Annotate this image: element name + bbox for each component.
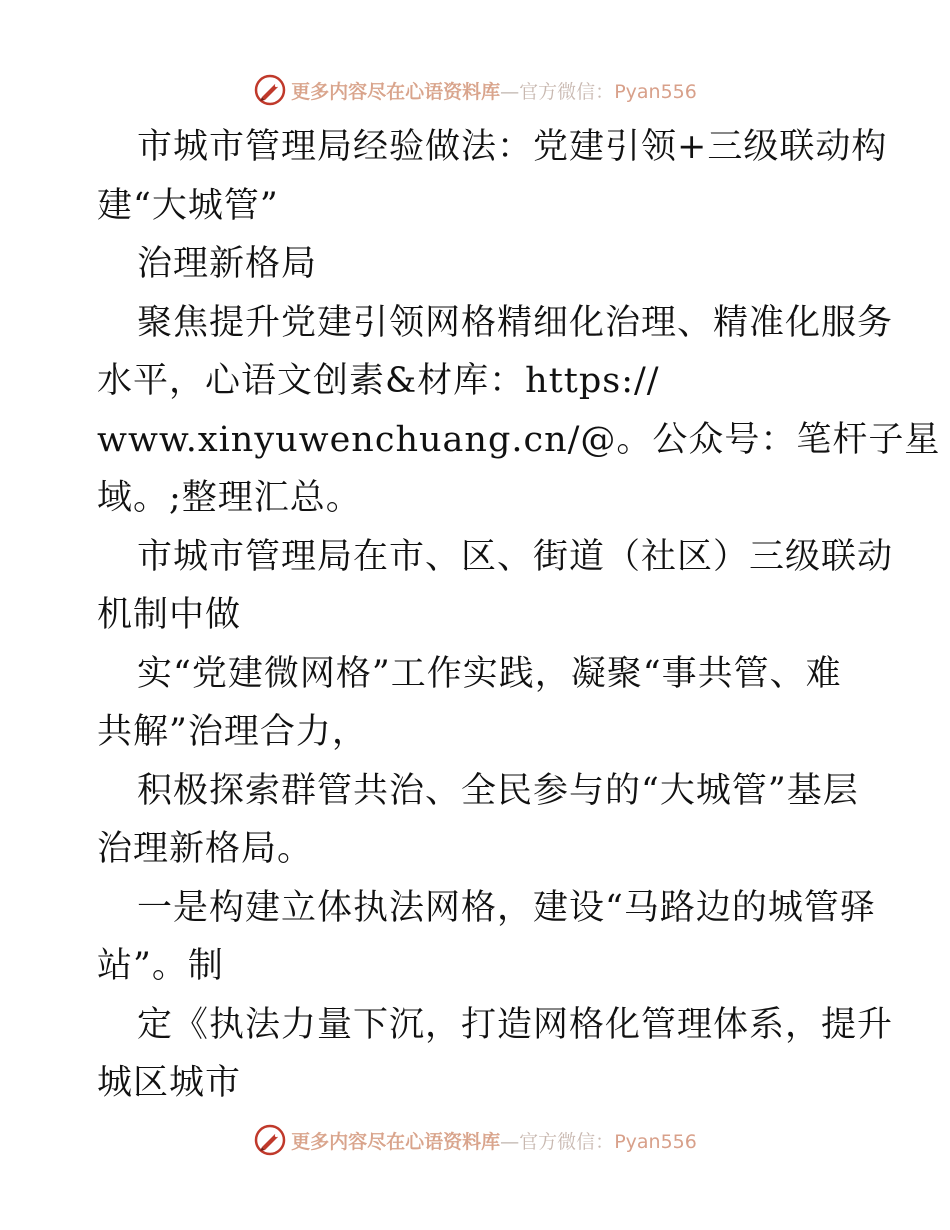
- wechat-id: Pyan556: [614, 80, 697, 103]
- body-line: 城区城市: [97, 1063, 242, 1103]
- body-line: 站”。制: [97, 946, 224, 986]
- watermark-text: 更多内容尽在心语资料库: [291, 1130, 501, 1153]
- body-line: 市城市管理局在市、区、街道（社区）三级联动: [137, 536, 894, 577]
- body-line: 水平，心语文创素&材库：https://: [97, 361, 660, 401]
- body-line: 机制中做: [97, 595, 242, 635]
- watermark-text: 更多内容尽在心语资料库: [291, 80, 501, 103]
- body-line: 建“大城管”: [97, 185, 279, 226]
- body-line: www.xinyuwenchuang.cn/@。公众号：笔杆子星: [97, 419, 941, 460]
- body-line: 实“党建微网格”工作实践，凝聚“事共管、难: [137, 653, 842, 694]
- footer-watermark: [0, 1120, 950, 1160]
- body-line: 治理新格局。: [97, 829, 314, 869]
- header-watermark: [0, 70, 950, 110]
- wechat-label: 官方微信：: [519, 80, 615, 103]
- body-line: 治理新格局: [137, 244, 318, 284]
- body-line: 共解”治理合力，: [97, 712, 368, 752]
- document-body: [97, 118, 941, 1113]
- body-line: 一是构建立体执法网格，建设“马路边的城管驿: [137, 887, 876, 928]
- body-line: 域。;整理汇总。: [97, 478, 362, 518]
- body-line: 聚焦提升党建引领网格精细化治理、精准化服务: [137, 302, 894, 343]
- pen-logo-icon: [253, 1123, 287, 1157]
- watermark-separator: —: [500, 80, 520, 103]
- body-line: 积极探索群管共治、全民参与的“大城管”基层: [137, 770, 859, 811]
- body-line: 定《执法力量下沉，打造网格化管理体系，提升: [137, 1004, 894, 1045]
- wechat-label: 官方微信：: [519, 1130, 615, 1153]
- watermark-separator: —: [500, 1130, 520, 1153]
- body-line: 市城市管理局经验做法：党建引领+三级联动构: [137, 127, 888, 167]
- pen-logo-icon: [253, 73, 287, 107]
- wechat-id: Pyan556: [614, 1130, 697, 1153]
